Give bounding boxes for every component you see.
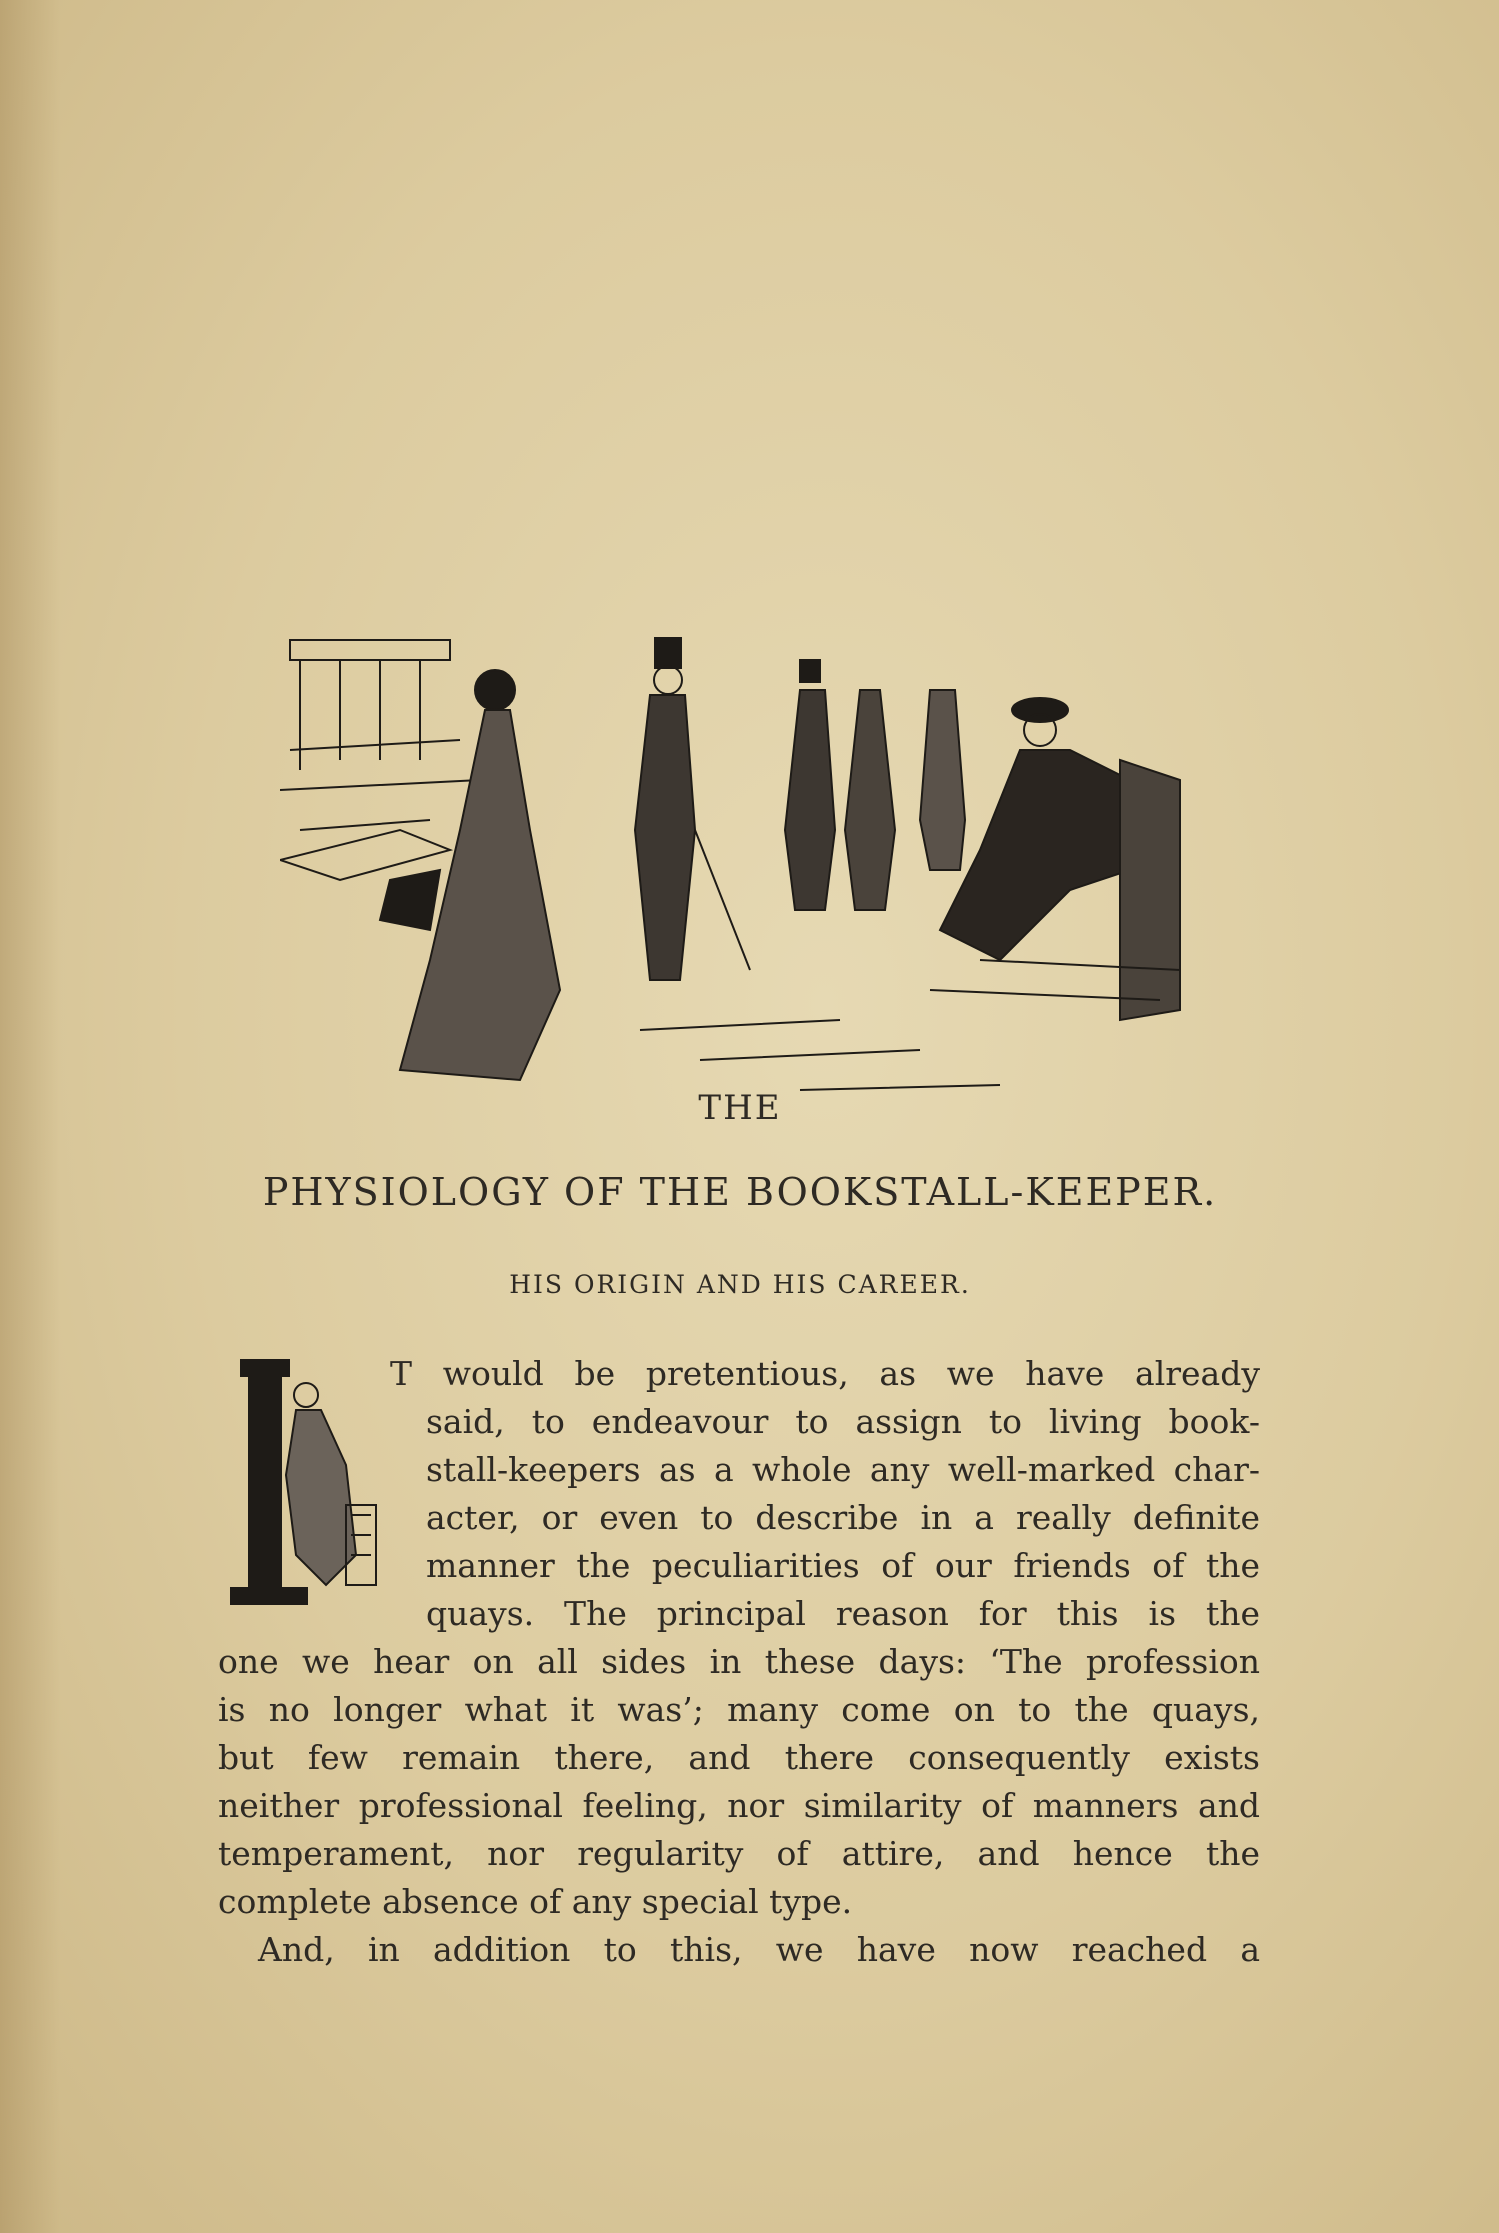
body-line: acter, or even to describe in a really definite (426, 1498, 1260, 1537)
body-line: quays. The principal reason for this is the (426, 1594, 1260, 1633)
page-gutter-shadow (0, 0, 60, 2233)
body-line: one we hear on all sides in these days: ‘The profession (218, 1642, 1260, 1681)
chapter-title: PHYSIOLOGY OF THE BOOKSTALL-KEEPER. (262, 1170, 1218, 1214)
body-line: And, in addition to this, we have now reached a (258, 1930, 1260, 1969)
body-line: stall-keepers as a whole any well-marked char- (426, 1450, 1260, 1489)
body-line: neither professional feeling, nor similarity of manners and (218, 1786, 1260, 1825)
engraving-icon (280, 630, 1195, 1120)
body-line: manner the peculiarities of our friends of the (426, 1546, 1260, 1585)
bookstall-illustration (280, 630, 1195, 1120)
illuminated-letter-icon (226, 1355, 386, 1615)
chapter-subtitle: HIS ORIGIN AND HIS CAREER. (509, 1270, 971, 1299)
body-line: complete absence of any special type. (218, 1882, 853, 1921)
body-line: T would be pretentious, as we have already (390, 1354, 1260, 1393)
body-line: said, to endeavour to assign to living book- (426, 1402, 1260, 1441)
dropcap-letter (226, 1355, 386, 1615)
heading-the: THE (698, 1088, 782, 1128)
body-line: temperament, nor regularity of attire, and hence the (218, 1834, 1260, 1873)
body-line: but few remain there, and there consequently exists (218, 1738, 1260, 1777)
body-line: is no longer what it was’; many come on to the quays, (218, 1690, 1260, 1729)
